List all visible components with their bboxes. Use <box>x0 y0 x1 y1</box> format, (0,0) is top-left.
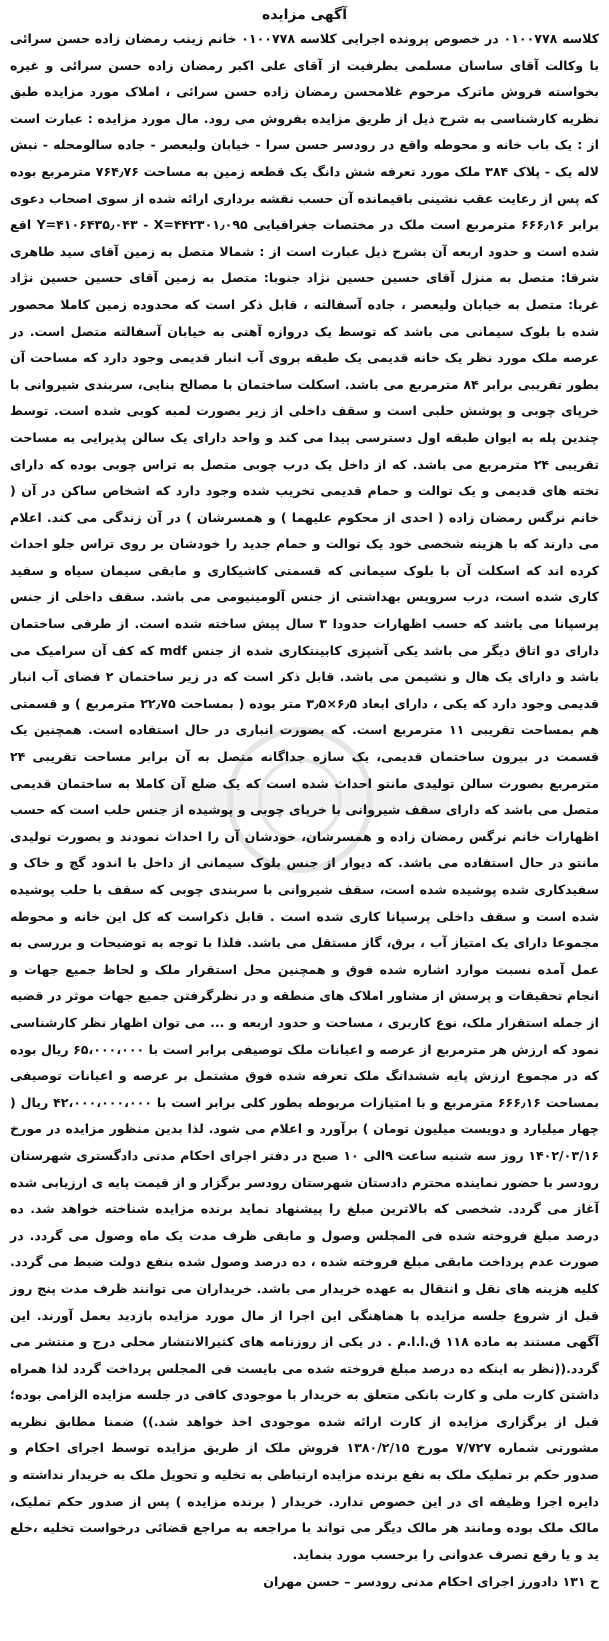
notice-title: آگهی مزایده <box>261 7 347 23</box>
notice-body: کلاسه ۰۱۰۰۷۷۸ در خصوص پرونده اجرایی کلاسه ۰۱۰۰۷۷۸ خانم زینب رمضان زاده حسن سرائی با وکالت آقای ساسان مسلمی بطرفیت از آقای علی اکبر رمضان زاده حسن سرائی و غیره بخواسته فروش ماترک مرحوم غلامحسن رمضان زاده حسن سرائی ، املاک مورد مزایده طبق نظریه کارشناسی به شرح ذیل از طریق مزایده بفروش می رود. مال مورد مزایده : عبارت است از : یک باب خانه و محوطه واقع در رودسر حسن سرا - خیابان ولیعصر - جاده سالومحله - نبش لاله یک - پلاک ۳۸۴ ملک مورد تعرفه شش دانگ یک قطعه زمین به مساحت ۷۶۴٫۷۶ مترمربع بوده که پس از رعایت عقب نشینی باقیمانده آن حسب نقشه برداری ارائه شده از سوی اصحاب دعوی برابر ۶۶۶٫۱۶ مترمربع است ملک در مختصات جغرافیایی Y=۴۱۰۶۴۳۵٫۰۴۳ - X=۴۴۲۳۰۱٫۰۹۵ اقع شده است و حدود اربعه آن بشرح ذیل عبارت است از : شمالا متصل به زمین آقای سید طاهری شرقا: متصل به منزل آقای حسین حسین نژاد جنوبا: متصل به زمین آقای حسین حسین نژاد غربا: متصل به خیابان ولیعصر ، جاده آسفالته ، قابل ذکر است که محدوده زمین کاملا محصور شده با بلوک سیمانی می باشد که توسط یک دروازه آهنی به خیابان آسفالته متصل است. در عرصه ملک مورد نظر یک خانه قدیمی یک طبقه بروی آب انبار قدیمی وجود دارد که مساحت آن بطور تقریبی برابر ۸۴ مترمربع می باشد. اسکلت ساختمان با مصالح بنایی، سربندی شیروانی با خرپای چوبی و پوشش حلبی است و سقف داخلی از زیر بصورت لمبه کوبی شده است. توسط چندین پله به ایوان طبقه اول دسترسی پیدا می کند و واحد دارای یک سالن پذیرایی به مساحت تقریبی ۲۴ مترمربع می باشد. که از داخل یک درب چوبی متصل به تراس چوبی بوده که دارای تخته های قدیمی و یک توالت و حمام قدیمی تخریب شده وجود دارد که اشخاص ساکن در آن ( خانم نرگس رمضان زاده ( احدی از محکوم علیهما ) و همسرشان ) در آن زندگی می کند. اعلام می دارند که با هزینه شخصی خود یک توالت و حمام جدید را خودشان بر روی تراس جلو احداث کرده اند که اسکلت آن با بلوک سیمانی که قسمتی کاشیکاری و مابقی سیمان سیاه و سفید کاری شده است، درب سرویس بهداشتی از جنس آلومینیومی می باشد. سقف داخلی از جنس پرسپانا می باشد که حسب اظهارات حدودا ۳ سال پیش ساخته شده است. از طرفی ساختمان دارای دو اتاق دیگر می باشد یکی آشپزی کابینتکاری شده از جنس mdf که کف آن سرامیک می باشد و دارای یک هال و نشیمن می باشد. قابل ذکر است که در زیر ساختمان ۲ فضای آب انبار قدیمی وجود دارد که یکی ، دارای ابعاد ۶٫۵×۳٫۵ متر بوده ( بمساحت ۲۲٫۷۵ مترمربع ) و قسمتی هم بمساحت تقریبی ۱۱ مترمربع است. که بصورت انباری در حال استفاده است. همچنین یک قسمت در بیرون ساختمان قدیمی، یک سازه جداگانه متصل به آن برابر مساحت تقریبی ۲۴ مترمربع بصورت سالن تولیدی مانتو احداث شده است که یک ضلع آن کاملا به ساختمان قدیمی متصل می باشد که دارای سقف شیروانی با خرپای چوبی و پوشیده از جنس حلب است که حسب اظهارات خانم نرگس رمضان زاده و همسرشان، خودشان آن را احداث نمودند و بصورت تولیدی مانتو در حال استفاده می باشد. که دیوار از جنس بلوک سیمانی از داخل با اندود گچ و خاک و سفیدکاری شده پوشیده شده است، سقف شیروانی با سربندی چوبی که سقف با حلب پوشیده شده است و سقف داخلی پرسپانا کاری شده است . قابل ذکراست که کل این خانه و محوطه مجموعا دارای یک امتیاز آب ، برق، گاز مستقل می باشد. فلذا با توجه به توضیحات و بررسی به عمل آمده نسبت موارد اشاره شده فوق و همچنین محل استقرار ملک و لحاظ جمیع جهات و انجام تحقیقات و پرسش از مشاور املاک های منطقه و در نظرگرفتن جمیع جهات موثر در قضیه از جمله استقرار ملک، نوع کاربری ، مساحت و حدود اربعه و ... می توان اظهار نظر کارشناسی نمود که ارزش هر مترمربع از عرصه و اعیانات ملک توصیفی برابر است با ۶۵،۰۰۰،۰۰۰ ریال بوده که در مجموع ارزش پایه ششدانگ ملک تعرفه شده فوق مشتمل بر عرصه و اعیانات توصیفی بمساحت ۶۶۶٫۱۶ مترمربع و با امتیازات مربوطه بطور کلی برابر است با ۴۲،۰۰۰،۰۰۰،۰۰۰ ریال ( چهار میلیارد و دویست میلیون تومان ) برآورد و اعلام می شود. لذا بدین منظور مزایده در مورخ ۱۴۰۲/۰۳/۱۶ روز سه شنبه ساعت ۹الی ۱۰ صبح در دفتر اجرای احکام مدنی دادگستری شهرستان رودسر با حضور نماینده محترم دادستان شهرستان رودسر برگزار و از قیمت پایه ی ارزیابی شده آغاز می گردد. شخصی که بالاترین مبلغ را پیشنهاد نماید برنده مزایده شناخته خواهد شد. ده درصد مبلغ فروخته شده فی المجلس وصول و مابقی ظرف مدت یک ماه وصول می گردد. در صورت عدم پرداخت مابقی مبلغ فروخته شده ، ده درصد وصول شده بنفع دولت ضبط می گردد. کلیه هزینه های نقل و انتقال به عهده خریدار می باشد. خریداران می توانند ظرف مدت پنج روز قبل از شروع جلسه مزایده با هماهنگی این اجرا از مال مورد مزایده بازدید بعمل آورند. این آگهی مستند به ماده ۱۱۸ ق.ا.ا.م . در یکی از روزنامه های کثیرالانتشار محلی درج و منتشر می گردد.((نظر به اینکه ده درصد مبلغ فروخته شده می بایست فی المجلس پرداخت گردد لذا همراه داشتن کارت ملی و کارت بانکی متعلق به خریدار با موجودی کافی در جلسه مزایده الزامی بوده؛ قبل از برگزاری مزایده از کارت ارائه شده موجودی اخذ خواهد شد.)) ضمنا مطابق نظریه مشورتی شماره ۷/۷۲۷ مورخ ۱۳۸۰/۲/۱۵ فروش ملک از طریق مزایده توسط اجرای احکام و صدور حکم بر تملیک ملک به نفع برنده مزایده ارتباطی به تخلیه و تحویل ملک به خریدار نداشته و دایره اجرا وظیفه ای در این خصوص ندارد. خریدار ( برنده مزایده ) پس از صدور حکم تملیک، مالک ملک بوده ومانند هر مالک دیگر می تواند با مراجعه به مراجع قضائی درخواست تخلیه ،خلع ید و یا رفع تصرف عدوانی را برحسب مورد بنماید. <box>10 31 600 1562</box>
notice-signature: ح ۱۳۱ دادورز اجرای احکام مدنی رودسر – حسن مهران <box>263 1574 599 1590</box>
page-cut-edge <box>10 1594 599 1602</box>
